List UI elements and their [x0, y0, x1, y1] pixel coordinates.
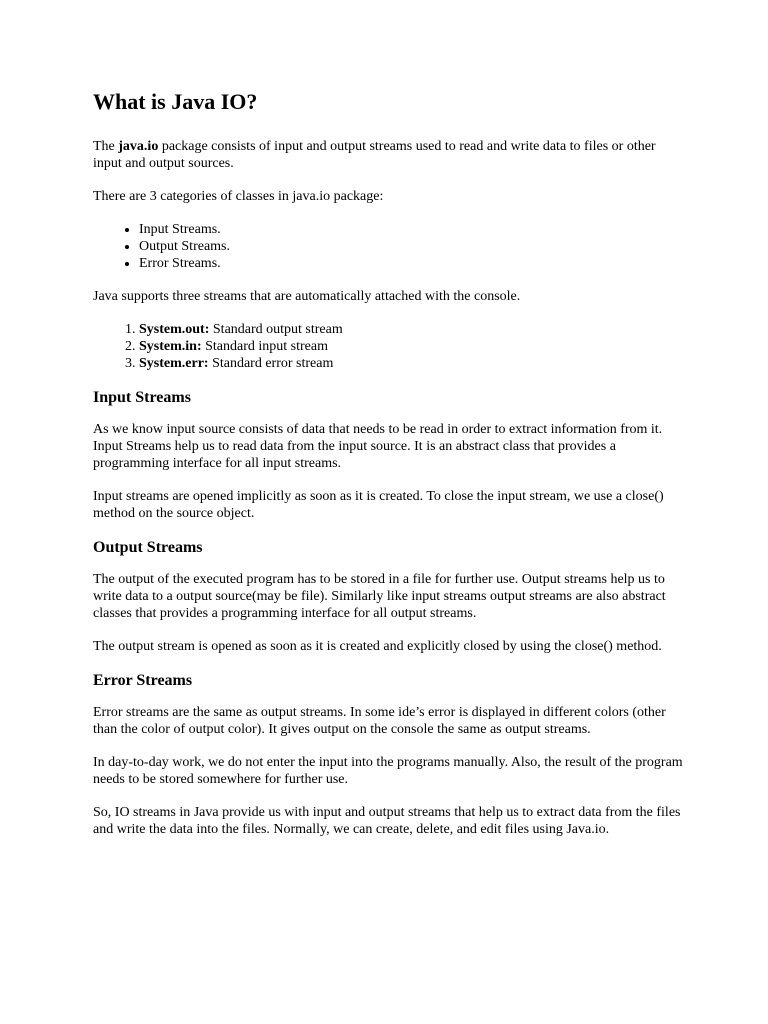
error-streams-paragraph: Error streams are the same as output streams. In some ide’s error is displayed in different colors (other than the color of output color). It gives output on the console the same as output streams.: [93, 705, 666, 737]
input-streams-paragraph: Input streams are opened implicitly as soon as it is created. To close the input stream, we use a close() method on the source object.: [93, 489, 664, 521]
intro-text-end: package consists of input and output streams used to read and write data to files or other input and output sources.: [93, 139, 656, 171]
page-title: What is Java IO?: [93, 89, 258, 114]
error-streams-paragraph: So, IO streams in Java provide us with input and output streams that help us to extract data from the files and write the data into the files. Normally, we can create, delete, and edit files using Java.io.: [93, 805, 681, 837]
list-item: [139, 338, 683, 355]
console-streams-list: [93, 321, 683, 372]
intro-text-start: The: [93, 139, 119, 154]
list-item: • Output Streams.: [139, 238, 683, 255]
categories-list: [93, 221, 683, 272]
stream-name: System.out:: [139, 322, 210, 337]
stream-name: System.err:: [139, 356, 209, 371]
input-streams-heading: Input Streams: [93, 389, 191, 406]
stream-name: System.in:: [139, 339, 202, 354]
error-streams-heading: Error Streams: [93, 672, 193, 689]
package-name: java.io: [118, 139, 159, 154]
categories-intro: There are 3 categories of classes in java.io package:: [93, 189, 384, 204]
output-streams-paragraph: The output stream is opened as soon as it is created and explicitly closed by using the close() method.: [93, 639, 662, 654]
list-item: • Input Streams.: [139, 221, 683, 238]
input-streams-paragraph: As we know input source consists of data that needs to be read in order to extract information from it. Input Streams help us to read data from the input source. It is an abstract class that provides a programming interface for all input streams.: [93, 422, 663, 471]
stream-desc: Standard error stream: [208, 356, 334, 371]
list-item: • Error Streams.: [139, 255, 683, 272]
output-streams-heading: Output Streams: [93, 539, 203, 556]
intro-paragraph: [93, 138, 683, 172]
console-intro: Java supports three streams that are automatically attached with the console.: [93, 289, 521, 304]
list-item: [139, 355, 683, 372]
stream-desc: Standard output stream: [209, 322, 343, 337]
error-streams-paragraph: In day-to-day work, we do not enter the input into the programs manually. Also, the result of the program needs to be stored somewhere for further use.: [93, 755, 683, 787]
list-item: [139, 321, 683, 338]
stream-desc: Standard input stream: [201, 339, 328, 354]
document-page: [93, 88, 683, 854]
output-streams-paragraph: The output of the executed program has to be stored in a file for further use. Output streams help us to write data to a output source(may be file). Similarly like input streams output streams are also abstract classes that provides a programming interface for all output streams.: [93, 572, 666, 621]
